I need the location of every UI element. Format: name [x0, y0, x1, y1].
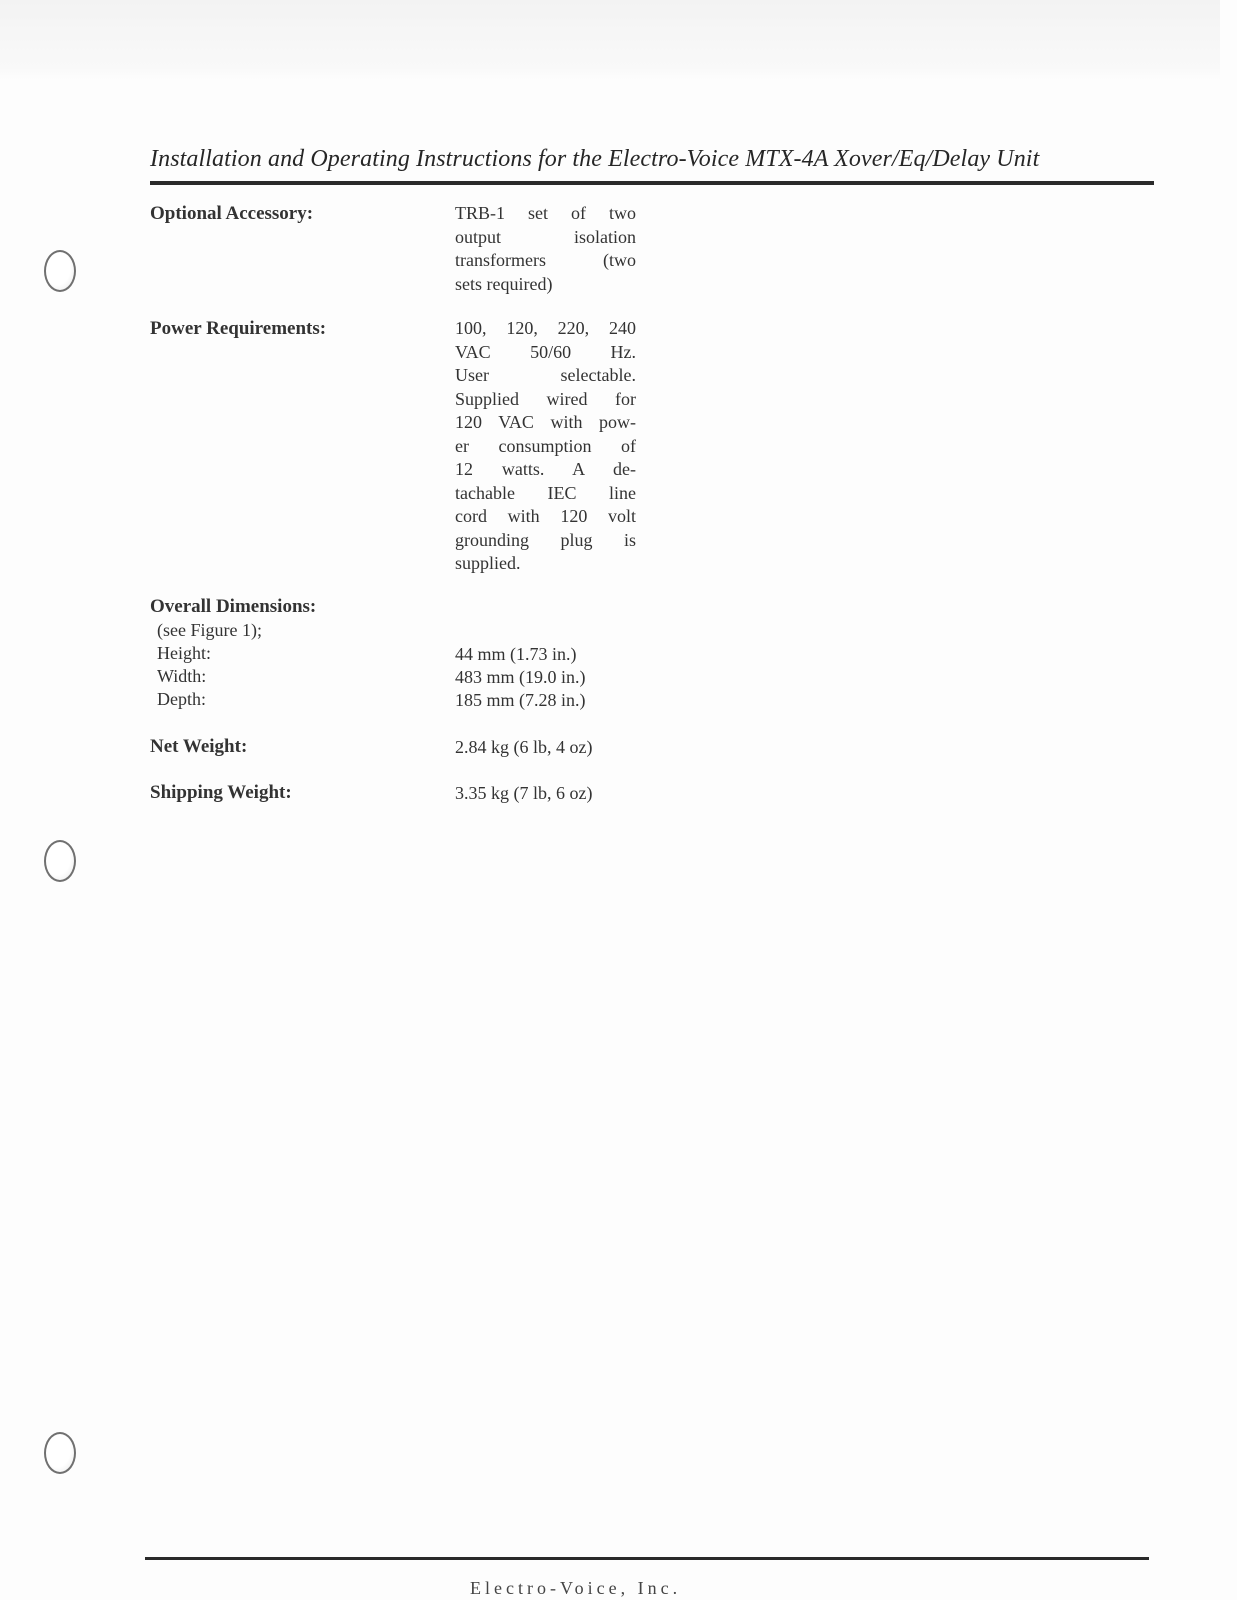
optional-accessory-line: output isolation [455, 226, 636, 247]
power-requirements-line: 12 watts. A de- [455, 459, 636, 479]
binder-hole-bottom-icon [44, 1432, 76, 1474]
power-requirements-label: Power Requirements: [150, 318, 327, 339]
optional-accessory-line: sets required) [455, 273, 553, 294]
depth-label: Depth: [157, 689, 206, 709]
overall-dimensions-label: Overall Dimensions: [150, 596, 317, 617]
width-value: 483 mm (19.0 in.) [455, 667, 586, 687]
scan-top-shadow [0, 0, 1220, 80]
optional-accessory-value [455, 202, 636, 296]
net-weight-label: Net Weight: [150, 736, 248, 757]
shipping-weight-value: 3.35 kg (7 lb, 6 oz) [455, 783, 593, 803]
power-requirements-line: 100, 120, 220, 240 [455, 318, 636, 338]
footer-rule [145, 1557, 1149, 1560]
shipping-weight-label: Shipping Weight: [150, 782, 292, 803]
page-header-title: Installation and Operating Instructions for the Electro-Voice MTX-4A Xover/Eq/Delay Unit [150, 146, 1040, 172]
net-weight-value: 2.84 kg (6 lb, 4 oz) [455, 737, 593, 757]
power-requirements-line: grounding plug is [455, 529, 636, 550]
width-label: Width: [157, 666, 207, 686]
height-label: Height: [157, 643, 211, 663]
power-requirements-line: cord with 120 volt [455, 506, 636, 526]
header-rule [150, 181, 1154, 185]
overall-dimensions-note: (see Figure 1); [157, 620, 262, 640]
power-requirements-line: supplied. [455, 553, 521, 573]
footer-text: Electro-Voice, Inc. [470, 1578, 682, 1598]
height-value: 44 mm (1.73 in.) [455, 644, 577, 664]
optional-accessory-label: Optional Accessory: [150, 203, 314, 224]
power-requirements-line: VAC 50/60 Hz. [455, 341, 636, 362]
optional-accessory-line: transformers (two [455, 250, 636, 270]
optional-accessory-line: TRB-1 set of two [455, 203, 636, 223]
depth-value: 185 mm (7.28 in.) [455, 690, 586, 710]
binder-hole-top-icon [44, 250, 76, 292]
power-requirements-line: Supplied wired for [455, 388, 636, 409]
power-requirements-line: User selectable. [455, 365, 636, 385]
power-requirements-line: tachable IEC line [455, 482, 636, 503]
power-requirements-line: er consumption of [455, 435, 636, 456]
power-requirements-value [455, 317, 636, 576]
binder-hole-middle-icon [44, 840, 76, 882]
power-requirements-line: 120 VAC with pow- [455, 412, 636, 432]
